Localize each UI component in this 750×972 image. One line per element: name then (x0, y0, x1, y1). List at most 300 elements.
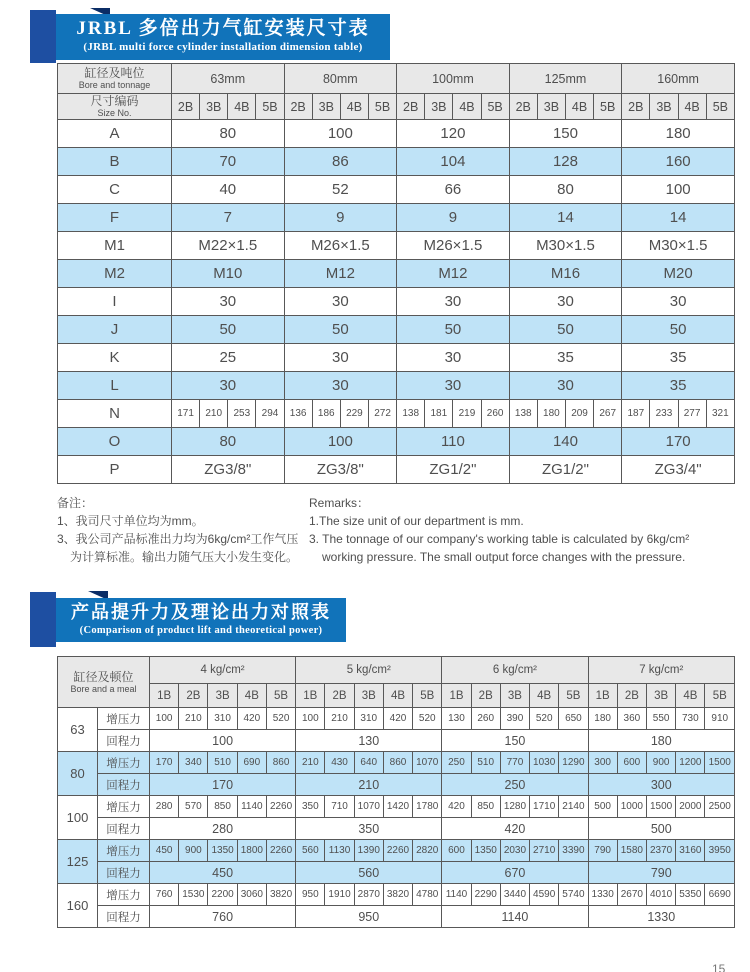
dimension-value-cell: 128 (509, 148, 622, 176)
force-type-cell: 增压力 (98, 796, 150, 818)
return-force-value-cell: 170 (150, 774, 296, 796)
boost-force-value-cell: 570 (179, 796, 208, 818)
boost-force-value-cell: 3440 (500, 884, 529, 906)
dimension-value-cell: M10 (172, 260, 285, 288)
bore-header-cell: 125mm (509, 64, 622, 94)
size-code-header-cell: 5B (705, 684, 735, 708)
dimension-value-cell: 30 (509, 288, 622, 316)
boost-force-value-cell: 3820 (383, 884, 412, 906)
remarks-english (309, 494, 735, 566)
row-label-cell: C (58, 176, 172, 204)
boost-force-value-cell: 1200 (676, 752, 705, 774)
pressure-header-cell: 6 kg/cm² (442, 657, 588, 684)
size-code-header-cell: 3B (537, 94, 565, 120)
size-code-header-cell: 5B (559, 684, 588, 708)
boost-force-value-cell: 560 (296, 840, 325, 862)
boost-force-value-cell: 860 (383, 752, 412, 774)
banner-dimension-table (0, 8, 750, 66)
boost-force-value-cell: 790 (588, 840, 617, 862)
boost-force-value-cell: 860 (266, 752, 295, 774)
dimension-value-cell: 136 (284, 400, 312, 428)
boost-force-value-cell: 710 (325, 796, 354, 818)
dimension-value-cell: 35 (622, 372, 735, 400)
size-code-header-cell: 2B (471, 684, 500, 708)
boost-force-value-cell: 6690 (705, 884, 735, 906)
boost-force-value-cell: 430 (325, 752, 354, 774)
dimension-value-cell: 50 (622, 316, 735, 344)
boost-force-value-cell: 1500 (705, 752, 735, 774)
pressure-header-cell: 5 kg/cm² (296, 657, 442, 684)
force-type-cell: 增压力 (98, 884, 150, 906)
force-type-cell: 增压力 (98, 840, 150, 862)
boost-force-value-cell: 900 (179, 840, 208, 862)
boost-force-value-cell: 4010 (647, 884, 676, 906)
dimension-value-cell: ZG1/2" (509, 456, 622, 484)
dimension-value-cell: M30×1.5 (622, 232, 735, 260)
boost-force-value-cell: 170 (150, 752, 179, 774)
dimension-value-cell: ZG3/4" (622, 456, 735, 484)
size-code-header-cell: 1B (296, 684, 325, 708)
dimension-value-cell: 14 (509, 204, 622, 232)
return-force-value-cell: 280 (150, 818, 296, 840)
boost-force-value-cell: 420 (383, 708, 412, 730)
boost-force-value-cell: 130 (442, 708, 471, 730)
dimension-value-cell: 260 (481, 400, 509, 428)
return-force-value-cell: 350 (296, 818, 442, 840)
boost-force-value-cell: 5350 (676, 884, 705, 906)
boost-force-value-cell: 1530 (179, 884, 208, 906)
size-code-header-cell: 4B (530, 684, 559, 708)
corner-header-cell: 缸径及顿位 Bore and a meal (58, 657, 150, 708)
dimension-value-cell: 66 (397, 176, 510, 204)
dimension-value-cell: 30 (509, 372, 622, 400)
size-code-header-cell: 5B (256, 94, 284, 120)
boost-force-value-cell: 280 (150, 796, 179, 818)
dimension-value-cell: 138 (509, 400, 537, 428)
row-label-cell: K (58, 344, 172, 372)
size-code-header-cell: 5B (706, 94, 734, 120)
boost-force-value-cell: 2370 (647, 840, 676, 862)
size-code-header-cell: 2B (397, 94, 425, 120)
dimension-value-cell: 50 (284, 316, 397, 344)
ribbon-decoration (30, 10, 56, 63)
banner-lift-table (0, 590, 750, 648)
boost-force-value-cell: 2290 (471, 884, 500, 906)
boost-force-value-cell: 1800 (237, 840, 266, 862)
boost-force-value-cell: 210 (296, 752, 325, 774)
boost-force-value-cell: 250 (442, 752, 471, 774)
boost-force-value-cell: 910 (705, 708, 735, 730)
size-code-header-cell: 4B (228, 94, 256, 120)
dimension-value-cell: 267 (594, 400, 622, 428)
remarks-section (57, 494, 735, 566)
boost-force-value-cell: 500 (588, 796, 617, 818)
return-force-value-cell: 450 (150, 862, 296, 884)
return-force-value-cell: 150 (442, 730, 588, 752)
boost-force-value-cell: 510 (471, 752, 500, 774)
return-force-value-cell: 500 (588, 818, 734, 840)
size-code-header-cell: 3B (312, 94, 340, 120)
boost-force-value-cell: 950 (296, 884, 325, 906)
size-code-header-cell: 2B (172, 94, 200, 120)
bore-header-cell: 160mm (622, 64, 735, 94)
boost-force-value-cell: 2260 (266, 840, 295, 862)
boost-force-value-cell: 2200 (208, 884, 237, 906)
dimension-value-cell: 9 (284, 204, 397, 232)
boost-force-value-cell: 1280 (500, 796, 529, 818)
dimension-value-cell: 30 (284, 344, 397, 372)
dimension-value-cell: ZG3/8" (284, 456, 397, 484)
row-label-cell: B (58, 148, 172, 176)
dimension-value-cell: 160 (622, 148, 735, 176)
dimension-value-cell: 100 (284, 120, 397, 148)
dimension-value-cell: 138 (397, 400, 425, 428)
size-code-header-cell: 4B (340, 94, 368, 120)
size-code-header-cell: 2B (325, 684, 354, 708)
dimension-value-cell: 180 (537, 400, 565, 428)
boost-force-value-cell: 850 (471, 796, 500, 818)
dimension-value-cell: M12 (284, 260, 397, 288)
bore-header-cell: 80mm (284, 64, 397, 94)
dimension-value-cell: M16 (509, 260, 622, 288)
return-force-value-cell: 250 (442, 774, 588, 796)
dimension-value-cell: M12 (397, 260, 510, 288)
size-code-header-cell: 1B (442, 684, 471, 708)
bore-header-cell: 100mm (397, 64, 510, 94)
dimension-value-cell: ZG3/8" (172, 456, 285, 484)
remarks-en-line3: working pressure. The small output force changes with the pressure. (322, 550, 686, 564)
dimension-value-cell: 187 (622, 400, 650, 428)
boost-force-value-cell: 2870 (354, 884, 383, 906)
boost-force-value-cell: 510 (208, 752, 237, 774)
boost-force-value-cell: 1070 (354, 796, 383, 818)
remarks-cn-title: 备注： (57, 496, 94, 510)
force-type-cell: 回程力 (98, 730, 150, 752)
remarks-cn-line2: 3、我公司产品标准出力均为6kg/cm²工作气压 (57, 532, 299, 546)
size-code-header-cell: 4B (565, 94, 593, 120)
row-label-cell: F (58, 204, 172, 232)
dimension-value-cell: 7 (172, 204, 285, 232)
boost-force-value-cell: 520 (530, 708, 559, 730)
boost-force-value-cell: 310 (208, 708, 237, 730)
boost-force-value-cell: 1710 (530, 796, 559, 818)
force-type-cell: 增压力 (98, 752, 150, 774)
row-label-cell: L (58, 372, 172, 400)
boost-force-value-cell: 3390 (559, 840, 588, 862)
boost-force-value-cell: 2030 (500, 840, 529, 862)
boost-force-value-cell: 3060 (237, 884, 266, 906)
boost-force-value-cell: 3160 (676, 840, 705, 862)
row-label-cell: I (58, 288, 172, 316)
remarks-en-line2: 3. The tonnage of our company's working table is calculated by 6kg/cm² (309, 532, 690, 546)
boost-force-value-cell: 1330 (588, 884, 617, 906)
boost-force-value-cell: 300 (588, 752, 617, 774)
dimension-value-cell: 80 (172, 428, 285, 456)
boost-force-value-cell: 2500 (705, 796, 735, 818)
dimension-table (57, 63, 735, 484)
size-code-header-cell: 3B (200, 94, 228, 120)
boost-force-value-cell: 1350 (208, 840, 237, 862)
boost-force-value-cell: 1140 (442, 884, 471, 906)
dimension-value-cell: 80 (172, 120, 285, 148)
size-code-header-cell: 2B (622, 94, 650, 120)
dimension-value-cell: 80 (509, 176, 622, 204)
row-label-cell: N (58, 400, 172, 428)
dimension-value-cell: 210 (200, 400, 228, 428)
dimension-value-cell: 150 (509, 120, 622, 148)
dimension-value-cell: 35 (509, 344, 622, 372)
bore-header-cell: 63mm (172, 64, 285, 94)
size-code-header-cell: 4B (237, 684, 266, 708)
dimension-value-cell: 40 (172, 176, 285, 204)
boost-force-value-cell: 210 (325, 708, 354, 730)
boost-force-value-cell: 730 (676, 708, 705, 730)
dimension-value-cell: 181 (425, 400, 453, 428)
dimension-value-cell: 170 (622, 428, 735, 456)
remarks-en-title: Remarks： (309, 496, 370, 510)
boost-force-value-cell: 1030 (530, 752, 559, 774)
dimension-value-cell: 30 (397, 344, 510, 372)
dimension-value-cell: M22×1.5 (172, 232, 285, 260)
dimension-value-cell: 140 (509, 428, 622, 456)
boost-force-value-cell: 5740 (559, 884, 588, 906)
boost-force-value-cell: 1780 (413, 796, 442, 818)
boost-force-value-cell: 600 (442, 840, 471, 862)
banner-title-box (56, 598, 346, 642)
boost-force-value-cell: 1130 (325, 840, 354, 862)
force-type-cell: 回程力 (98, 906, 150, 928)
corner-header-cell: 缸径及吨位 Bore and tonnage (58, 64, 172, 94)
size-code-header-cell: 5B (481, 94, 509, 120)
boost-force-value-cell: 420 (442, 796, 471, 818)
dimension-value-cell: 52 (284, 176, 397, 204)
row-label-cell: O (58, 428, 172, 456)
row-label-cell: M2 (58, 260, 172, 288)
remarks-en-line1: 1.The size unit of our department is mm. (309, 514, 524, 528)
dimension-value-cell: M30×1.5 (509, 232, 622, 260)
boost-force-value-cell: 4590 (530, 884, 559, 906)
dimension-value-cell: 180 (622, 120, 735, 148)
boost-force-value-cell: 1420 (383, 796, 412, 818)
size-code-header-cell: 3B (647, 684, 676, 708)
banner-title-en: (JRBL multi force cylinder installation dimension table) (83, 41, 363, 53)
dimension-value-cell: 30 (397, 372, 510, 400)
bore-label-cell: 100 (58, 796, 98, 840)
dimension-value-cell: 9 (397, 204, 510, 232)
row-label-cell: A (58, 120, 172, 148)
dimension-value-cell: 219 (453, 400, 481, 428)
boost-force-value-cell: 360 (617, 708, 646, 730)
remarks-chinese (57, 494, 309, 566)
return-force-value-cell: 560 (296, 862, 442, 884)
boost-force-value-cell: 2820 (413, 840, 442, 862)
page-number: 15 (712, 962, 726, 972)
dimension-value-cell: 25 (172, 344, 285, 372)
size-code-header-cell: 5B (594, 94, 622, 120)
boost-force-value-cell: 2710 (530, 840, 559, 862)
dimension-value-cell: 277 (678, 400, 706, 428)
banner-title-cn: JRBL 多倍出力气缸安装尺寸表 (76, 18, 370, 39)
dimension-value-cell: 30 (284, 372, 397, 400)
boost-force-value-cell: 1390 (354, 840, 383, 862)
boost-force-value-cell: 180 (588, 708, 617, 730)
boost-force-value-cell: 1350 (471, 840, 500, 862)
bore-label-cell: 80 (58, 752, 98, 796)
dimension-value-cell: 86 (284, 148, 397, 176)
dimension-value-cell: 50 (397, 316, 510, 344)
pressure-header-cell: 4 kg/cm² (150, 657, 296, 684)
return-force-value-cell: 1330 (588, 906, 734, 928)
boost-force-value-cell: 1580 (617, 840, 646, 862)
bore-label-cell: 63 (58, 708, 98, 752)
size-code-header-cell: 3B (354, 684, 383, 708)
ribbon-decoration (30, 592, 56, 647)
boost-force-value-cell: 850 (208, 796, 237, 818)
boost-force-value-cell: 3820 (266, 884, 295, 906)
size-code-header-cell: 4B (453, 94, 481, 120)
boost-force-value-cell: 100 (150, 708, 179, 730)
dimension-value-cell: M26×1.5 (397, 232, 510, 260)
size-code-header-cell: 2B (284, 94, 312, 120)
boost-force-value-cell: 760 (150, 884, 179, 906)
dimension-value-cell: 233 (650, 400, 678, 428)
boost-force-value-cell: 650 (559, 708, 588, 730)
remarks-cn-line3: 为计算标准。输出力随气压大小发生变化。 (70, 550, 299, 564)
lift-force-table (57, 656, 735, 928)
return-force-value-cell: 100 (150, 730, 296, 752)
boost-force-value-cell: 310 (354, 708, 383, 730)
size-code-header-cell: 1B (588, 684, 617, 708)
boost-force-value-cell: 390 (500, 708, 529, 730)
dimension-value-cell: 100 (284, 428, 397, 456)
boost-force-value-cell: 600 (617, 752, 646, 774)
boost-force-value-cell: 2000 (676, 796, 705, 818)
boost-force-value-cell: 1290 (559, 752, 588, 774)
return-force-value-cell: 670 (442, 862, 588, 884)
size-code-header-cell: 4B (676, 684, 705, 708)
return-force-value-cell: 950 (296, 906, 442, 928)
size-code-header-cell: 3B (208, 684, 237, 708)
boost-force-value-cell: 2140 (559, 796, 588, 818)
boost-force-value-cell: 550 (647, 708, 676, 730)
dimension-value-cell: 272 (368, 400, 396, 428)
boost-force-value-cell: 340 (179, 752, 208, 774)
bore-label-cell: 125 (58, 840, 98, 884)
row-label-cell: M1 (58, 232, 172, 260)
dimension-value-cell: 30 (172, 372, 285, 400)
corner-header-cell: 尺寸编码 Size No. (58, 94, 172, 120)
size-code-header-cell: 2B (179, 684, 208, 708)
return-force-value-cell: 300 (588, 774, 734, 796)
dimension-value-cell: 35 (622, 344, 735, 372)
return-force-value-cell: 1140 (442, 906, 588, 928)
boost-force-value-cell: 450 (150, 840, 179, 862)
size-code-header-cell: 1B (150, 684, 179, 708)
force-type-cell: 回程力 (98, 774, 150, 796)
size-code-header-cell: 5B (413, 684, 442, 708)
boost-force-value-cell: 260 (471, 708, 500, 730)
dimension-value-cell: 229 (340, 400, 368, 428)
dimension-value-cell: 120 (397, 120, 510, 148)
dimension-value-cell: 253 (228, 400, 256, 428)
boost-force-value-cell: 2670 (617, 884, 646, 906)
boost-force-value-cell: 640 (354, 752, 383, 774)
dimension-value-cell: 321 (706, 400, 734, 428)
dimension-value-cell: 50 (509, 316, 622, 344)
dimension-value-cell: 30 (172, 288, 285, 316)
size-code-header-cell: 3B (650, 94, 678, 120)
size-code-header-cell: 5B (266, 684, 295, 708)
boost-force-value-cell: 100 (296, 708, 325, 730)
boost-force-value-cell: 420 (237, 708, 266, 730)
boost-force-value-cell: 520 (413, 708, 442, 730)
return-force-value-cell: 760 (150, 906, 296, 928)
size-code-header-cell: 3B (500, 684, 529, 708)
pressure-header-cell: 7 kg/cm² (588, 657, 734, 684)
return-force-value-cell: 420 (442, 818, 588, 840)
banner-title-cn: 产品提升力及理论出力对照表 (71, 602, 331, 622)
boost-force-value-cell: 770 (500, 752, 529, 774)
boost-force-value-cell: 690 (237, 752, 266, 774)
size-code-header-cell: 4B (383, 684, 412, 708)
dimension-value-cell: M26×1.5 (284, 232, 397, 260)
row-label-cell: P (58, 456, 172, 484)
force-type-cell: 回程力 (98, 862, 150, 884)
boost-force-value-cell: 900 (647, 752, 676, 774)
return-force-value-cell: 180 (588, 730, 734, 752)
dimension-value-cell: 30 (284, 288, 397, 316)
dimension-value-cell: 209 (565, 400, 593, 428)
size-code-header-cell: 5B (368, 94, 396, 120)
banner-title-en: (Comparison of product lift and theoretical power) (79, 625, 323, 636)
dimension-value-cell: ZG1/2" (397, 456, 510, 484)
dimension-value-cell: 186 (312, 400, 340, 428)
banner-title-box (56, 14, 390, 60)
dimension-value-cell: 30 (397, 288, 510, 316)
boost-force-value-cell: 1070 (413, 752, 442, 774)
remarks-cn-line1: 1、我司尺寸单位均为mm。 (57, 514, 204, 528)
row-label-cell: J (58, 316, 172, 344)
boost-force-value-cell: 520 (266, 708, 295, 730)
dimension-value-cell: 70 (172, 148, 285, 176)
dimension-value-cell: 30 (622, 288, 735, 316)
boost-force-value-cell: 2260 (383, 840, 412, 862)
return-force-value-cell: 790 (588, 862, 734, 884)
boost-force-value-cell: 1000 (617, 796, 646, 818)
boost-force-value-cell: 350 (296, 796, 325, 818)
size-code-header-cell: 2B (509, 94, 537, 120)
force-type-cell: 增压力 (98, 708, 150, 730)
return-force-value-cell: 130 (296, 730, 442, 752)
boost-force-value-cell: 2260 (266, 796, 295, 818)
dimension-value-cell: 294 (256, 400, 284, 428)
boost-force-value-cell: 210 (179, 708, 208, 730)
boost-force-value-cell: 1500 (647, 796, 676, 818)
dimension-value-cell: 110 (397, 428, 510, 456)
dimension-value-cell: 104 (397, 148, 510, 176)
dimension-value-cell: 14 (622, 204, 735, 232)
dimension-value-cell: 171 (172, 400, 200, 428)
boost-force-value-cell: 4780 (413, 884, 442, 906)
size-code-header-cell: 3B (425, 94, 453, 120)
size-code-header-cell: 4B (678, 94, 706, 120)
force-type-cell: 回程力 (98, 818, 150, 840)
bore-label-cell: 160 (58, 884, 98, 928)
size-code-header-cell: 2B (617, 684, 646, 708)
boost-force-value-cell: 1140 (237, 796, 266, 818)
boost-force-value-cell: 3950 (705, 840, 735, 862)
boost-force-value-cell: 1910 (325, 884, 354, 906)
